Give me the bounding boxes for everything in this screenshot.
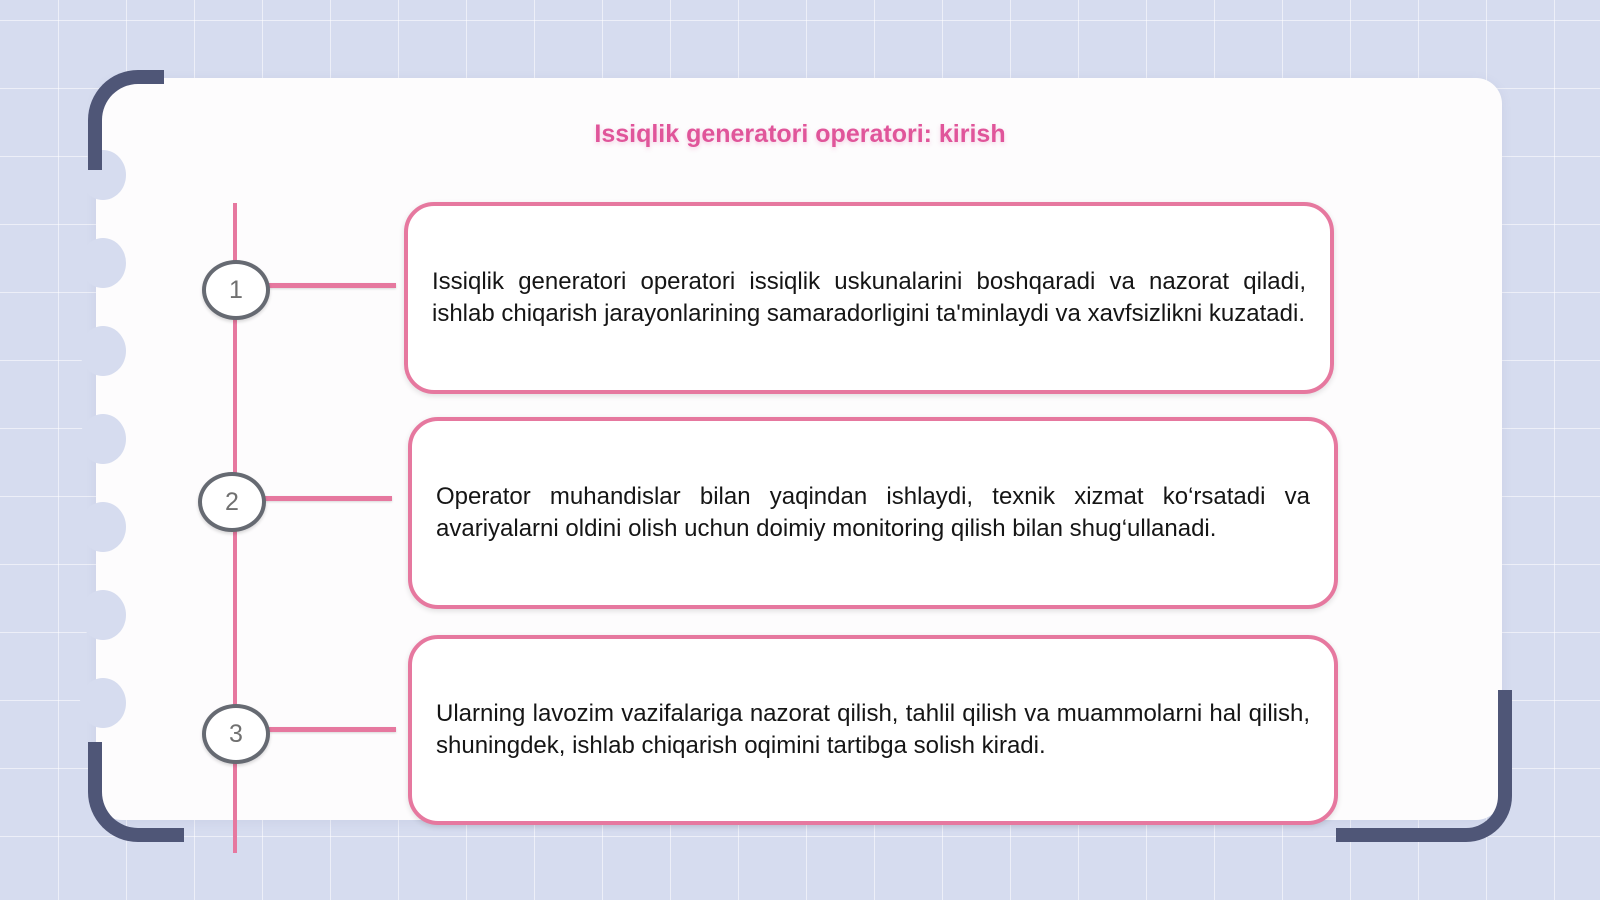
corner-bracket-bottom-left [88,742,184,842]
step-number-3: 3 [202,704,270,764]
step-number-1: 1 [202,260,270,320]
edge-scallop [80,326,126,376]
step-box-1 [404,202,1334,394]
step-text-1: Issiqlik generatori operatori issiqlik uskunalarini boshqaradi va nazorat qiladi, ishlab chiqarish jarayonlarining samaradorligini ta'minlaydi va xavfsizlikni kuzatadi. [432,268,1306,327]
edge-scallop [80,238,126,288]
edge-scallop [80,502,126,552]
step-number-2: 2 [198,472,266,532]
step-text-3: Ularning lavozim vazifalariga nazorat qilish, tahlil qilish va muammolarni hal qilish, shuningdek, ishlab chiqarish oqimini tartibga solish kiradi. [436,700,1310,759]
slide-title: Issiqlik generatori operatori: kirish [594,120,1006,148]
step-box-3 [408,635,1338,825]
timeline-connector [266,727,396,732]
timeline-connector [266,283,396,288]
step-box-2 [408,417,1338,609]
corner-bracket-bottom-right [1336,690,1512,842]
edge-scallop [80,414,126,464]
edge-scallop [80,590,126,640]
corner-bracket-top-left [88,70,164,170]
timeline-connector [262,496,392,501]
step-text-2: Operator muhandislar bilan yaqindan ishlaydi, texnik xizmat ko‘rsatadi va avariyalarni oldini olish uchun doimiy monitoring qilish bilan shug‘ullanadi. [436,483,1310,542]
edge-scallop [80,678,126,728]
